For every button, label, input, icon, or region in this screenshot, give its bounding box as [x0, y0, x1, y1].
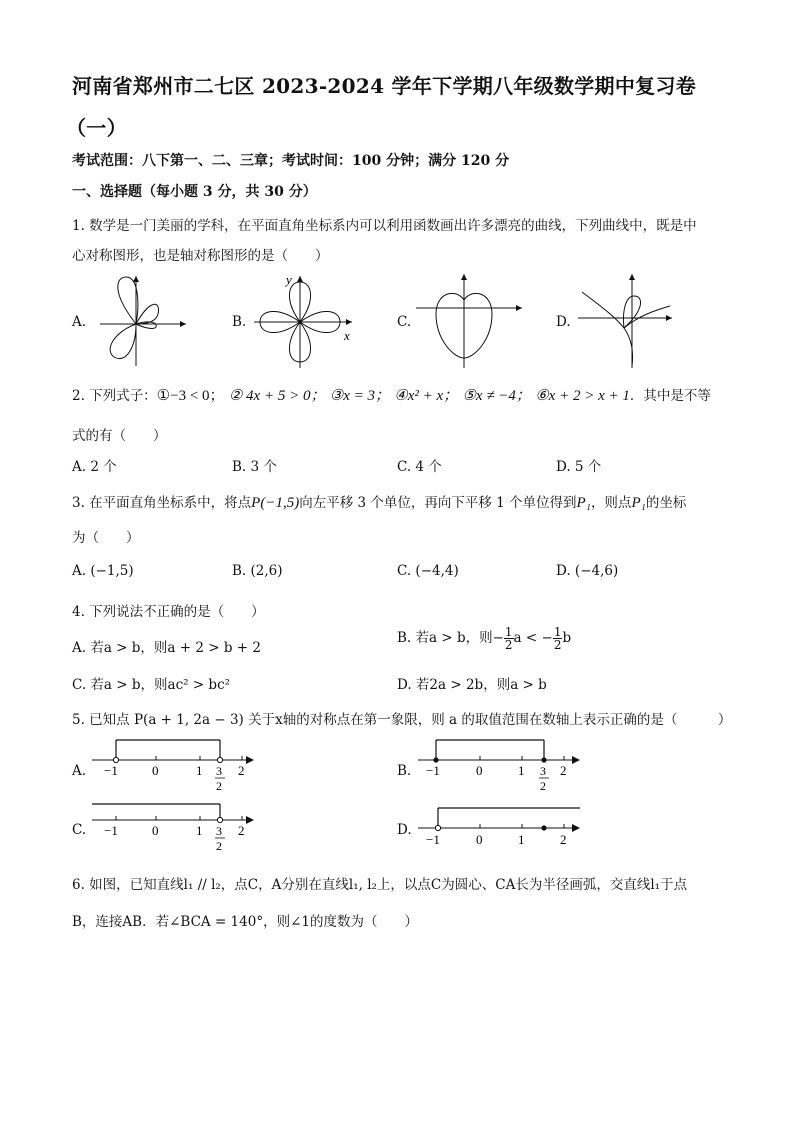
q2-item-1: ①−3 < 0；: [156, 388, 225, 404]
q5-option-a-label[interactable]: A.: [72, 763, 87, 779]
exam-info: 考试范围：八下第一、二、三章；考试时间：100 分钟；满分 120 分: [72, 153, 510, 169]
q2-item-3: ③x = 3；: [329, 388, 390, 404]
q1-stem-line1: 1. 数学是一门美丽的学科，在平面直角坐标系内可以利用函数画出许多漂亮的曲线，下列曲线中，既是中: [72, 218, 697, 234]
section-heading: 一、选择题（每小题 3 分，共 30 分）: [72, 184, 317, 200]
q2-item-4: ④x² + x；: [394, 388, 459, 404]
q4-option-b-prefix: B. 若a > b，则−: [397, 630, 504, 646]
q5-a-frac-num: 3: [216, 764, 222, 778]
q2-option-a[interactable]: A. 2 个: [72, 459, 117, 475]
q3-option-d[interactable]: D. (−4,6): [556, 563, 619, 579]
q5-d-tick-neg1: −1: [426, 832, 440, 847]
q1-option-a-figure: [96, 272, 191, 368]
q6-stem-line1: 6. 如图，已知直线l₁ // l₂，点C，A分别在直线l₁, l₂上，以点C为圆心、CA长为半径画弧，交直线l₁于点: [72, 877, 688, 893]
q4-option-b-suffix: b: [562, 630, 572, 646]
q5-c-tick-0: 0: [152, 823, 159, 838]
q1-axis-x-label: x: [344, 328, 350, 343]
q1-option-c-label[interactable]: C.: [397, 314, 412, 330]
q1-option-b-figure: [252, 270, 362, 370]
q3-stem: [72, 491, 686, 512]
q3-stem-part4: 的坐标: [645, 495, 687, 511]
q5-option-d-numberline: [414, 796, 586, 852]
q5-a-tick-1: 1: [196, 763, 203, 778]
q5-stem: 5. 已知点 P(a + 1, 2a − 3) 关于x轴的对称点在第一象限，则 a 的取值范围在数轴上表示正确的是（ ）: [72, 712, 732, 728]
page-title: 河南省郑州市二七区 2023-2024 学年下学期八年级数学期中复习卷: [72, 74, 697, 98]
q5-a-tick-2: 2: [238, 763, 245, 778]
q5-c-frac-den: 2: [216, 839, 222, 853]
q5-b-frac-den: 2: [540, 779, 546, 793]
q5-a-tick-neg1: −1: [104, 763, 118, 778]
q3-stem-part3: ，则点: [590, 495, 632, 511]
q1-option-d-figure: [576, 270, 676, 370]
q2-item-5: ⑤x ≠ −4；: [462, 388, 531, 404]
q2-option-c[interactable]: C. 4 个: [397, 459, 442, 475]
q5-c-tick-neg1: −1: [104, 823, 118, 838]
q5-d-tick-0: 0: [476, 832, 483, 847]
q3-stem-part2: 向左平移 3 个单位，再向下平移 1 个单位得到: [299, 495, 577, 511]
q5-b-frac-num: 3: [540, 764, 546, 778]
q5-d-tick-2: 2: [560, 832, 567, 847]
q4-fraction-a-den: 2: [504, 638, 513, 652]
q5-c-tick-1: 1: [196, 823, 203, 838]
q5-d-tick-1: 1: [518, 832, 525, 847]
q5-option-b-numberline: [414, 732, 586, 794]
q3-point-p: P(−1,5): [251, 495, 300, 511]
q4-option-b-mid: a < −: [513, 630, 553, 646]
q2-stem-line2: 式的有（ ）: [72, 428, 167, 444]
q3-stem-line2: 为（ ）: [72, 530, 140, 546]
q3-stem-part1: 3. 在平面直角坐标系中，将点: [72, 495, 252, 511]
q5-b-tick-0: 0: [476, 763, 483, 778]
q3-option-a[interactable]: A. (−1,5): [72, 563, 134, 579]
q5-b-tick-2: 2: [560, 763, 567, 778]
q2-stem-prefix: 2. 下列式子：: [72, 388, 157, 404]
q3-option-c[interactable]: C. (−4,4): [397, 563, 459, 579]
q5-b-tick-1: 1: [518, 763, 525, 778]
q4-option-d[interactable]: D. 若2a > 2b，则a > b: [397, 677, 547, 693]
q1-option-b-label[interactable]: B.: [232, 314, 247, 330]
q4-fraction-b-num: 1: [553, 625, 562, 639]
page-title-continuation: （一）: [66, 116, 127, 140]
q3-point-p1-again: P₁: [631, 495, 646, 511]
q2-stem-suffix: ．其中是不等: [629, 388, 711, 404]
q5-option-a-numberline: [88, 732, 260, 794]
q5-b-tick-neg1: −1: [426, 763, 440, 778]
q5-option-c-numberline: [88, 792, 260, 854]
q4-fraction-a: [504, 626, 514, 651]
q5-option-c-label[interactable]: C.: [72, 822, 87, 838]
q2-option-d[interactable]: D. 5 个: [556, 459, 602, 475]
q5-option-d-label[interactable]: D.: [397, 822, 412, 838]
q5-c-frac-num: 3: [216, 824, 222, 838]
q5-a-frac-den: 2: [216, 779, 222, 793]
q1-stem-line2: 心对称图形，也是轴对称图形的是（ ）: [72, 248, 329, 264]
q1-option-a-label[interactable]: A.: [72, 314, 87, 330]
q5-c-tick-2: 2: [238, 823, 245, 838]
q4-fraction-b: [553, 626, 563, 651]
q4-option-c[interactable]: C. 若a > b，则ac² > bc²: [72, 677, 231, 693]
q2-option-b[interactable]: B. 3 个: [232, 459, 277, 475]
q2-item-2: ② 4x + 5 > 0；: [228, 388, 326, 404]
q3-point-p1: P₁: [576, 495, 591, 511]
q4-fraction-b-den: 2: [553, 638, 562, 652]
q5-option-b-label[interactable]: B.: [397, 763, 412, 779]
q6-stem-line2: B，连接AB．若∠BCA = 140°，则∠1的度数为（ ）: [72, 914, 418, 930]
q4-option-b[interactable]: [397, 626, 571, 651]
q4-option-a[interactable]: A. 若a > b，则a + 2 > b + 2: [72, 640, 261, 656]
q1-axis-y-label: y: [286, 272, 292, 287]
q3-option-b[interactable]: B. (2,6): [232, 563, 283, 579]
q2-item-6: ⑥x + 2 > x + 1: [535, 388, 630, 404]
q1-option-c-figure: [414, 270, 526, 370]
q2-stem: [72, 384, 711, 405]
q4-stem: 4. 下列说法不正确的是（ ）: [72, 604, 265, 620]
q5-a-tick-0: 0: [152, 763, 159, 778]
q1-option-d-label[interactable]: D.: [556, 314, 571, 330]
q4-fraction-a-num: 1: [504, 625, 513, 639]
